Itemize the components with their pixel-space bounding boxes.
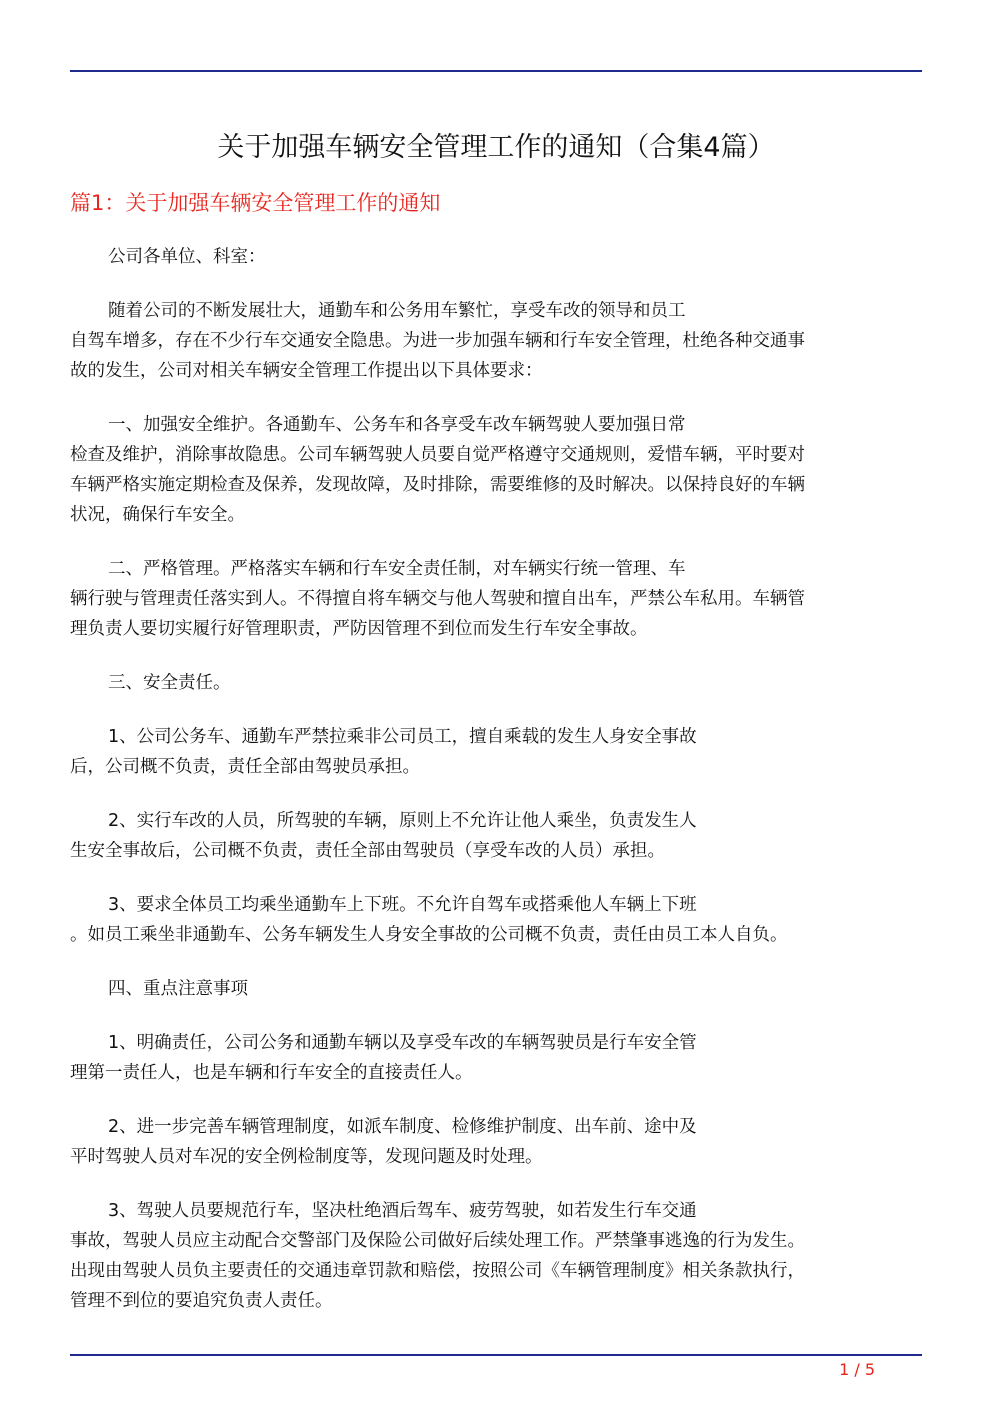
section-heading: 篇1：关于加强车辆安全管理工作的通知 [70,191,441,215]
paragraph-line: 随着公司的不断发展壮大，通勤车和公务用车繁忙，享受车改的领导和员工 [108,301,686,321]
paragraph-line: 生安全事故后，公司概不负责，责任全部由驾驶员（享受车改的人员）承担。 [70,841,665,861]
paragraph-line: 三、安全责任。 [108,673,231,693]
paragraph-line: 二、严格管理。严格落实车辆和行车安全责任制，对车辆实行统一管理、车 [108,559,686,579]
footer-rule [70,1354,922,1356]
document-body [70,242,922,1340]
paragraph-line: 自驾车增多，存在不少行车交通安全隐患。为进一步加强车辆和行车安全管理，杜绝各种交通事 [70,331,805,351]
paragraph [70,1196,922,1316]
paragraph-line: 管理不到位的要追究负责人责任。 [70,1291,333,1311]
paragraph-line: 1、明确责任，公司公务和通勤车辆以及享受车改的车辆驾驶员是行车安全管 [108,1033,697,1053]
paragraph [70,890,922,950]
paragraph-line: 3、驾驶人员要规范行车，坚决杜绝酒后驾车、疲劳驾驶，如若发生行车交通 [108,1201,697,1221]
paragraph [70,668,922,698]
paragraph-line: 后，公司概不负责，责任全部由驾驶员承担。 [70,757,420,777]
paragraph-line: 1、公司公务车、通勤车严禁拉乘非公司员工，擅自乘载的发生人身安全事故 [108,727,697,747]
paragraph-line: 公司各单位、科室： [108,247,266,267]
paragraph-line: 车辆严格实施定期检查及保养，发现故障，及时排除，需要维修的及时解决。以保持良好的车辆 [70,475,805,495]
document-title: 关于加强车辆安全管理工作的通知（合集4篇） [217,132,775,163]
paragraph-line: 一、加强安全维护。各通勤车、公务车和各享受车改车辆驾驶人要加强日常 [108,415,686,435]
paragraph [70,410,922,530]
paragraph [70,722,922,782]
paragraph-line: 四、重点注意事项 [108,979,248,999]
paragraph-line: 3、要求全体员工均乘坐通勤车上下班。不允许自驾车或搭乘他人车辆上下班 [108,895,697,915]
paragraph-line: 检查及维护，消除事故隐患。公司车辆驾驶人员要自觉严格遵守交通规则，爱惜车辆，平时要对 [70,445,805,465]
paragraph-line: 。如员工乘坐非通勤车、公务车辆发生人身安全事故的公司概不负责，责任由员工本人自负。 [70,925,788,945]
paragraph-line: 辆行驶与管理责任落实到人。不得擅自将车辆交与他人驾驶和擅自出车，严禁公车私用。车辆管 [70,589,805,609]
paragraph [70,806,922,866]
paragraph-line: 出现由驾驶人员负主要责任的交通违章罚款和赔偿，按照公司《车辆管理制度》相关条款执行， [70,1261,805,1281]
paragraph-line: 2、实行车改的人员，所驾驶的车辆，原则上不允许让他人乘坐，负责发生人 [108,811,697,831]
paragraph [70,242,922,272]
paragraph-line: 2、进一步完善车辆管理制度，如派车制度、检修维护制度、出车前、途中及 [108,1117,697,1137]
paragraph-line: 故的发生，公司对相关车辆安全管理工作提出以下具体要求： [70,361,543,381]
paragraph [70,974,922,1004]
page-indicator: 1 / 5 [839,1360,875,1379]
paragraph [70,1028,922,1088]
paragraph-line: 状况，确保行车安全。 [70,505,245,525]
paragraph-line: 事故，驾驶人员应主动配合交警部门及保险公司做好后续处理工作。严禁肇事逃逸的行为发生。 [70,1231,805,1251]
paragraph [70,296,922,386]
paragraph [70,554,922,644]
paragraph-line: 理第一责任人，也是车辆和行车安全的直接责任人。 [70,1063,473,1083]
paragraph-line: 平时驾驶人员对车况的安全例检制度等，发现问题及时处理。 [70,1147,543,1167]
header-rule [70,70,922,72]
paragraph [70,1112,922,1172]
paragraph-line: 理负责人要切实履行好管理职责，严防因管理不到位而发生行车安全事故。 [70,619,648,639]
